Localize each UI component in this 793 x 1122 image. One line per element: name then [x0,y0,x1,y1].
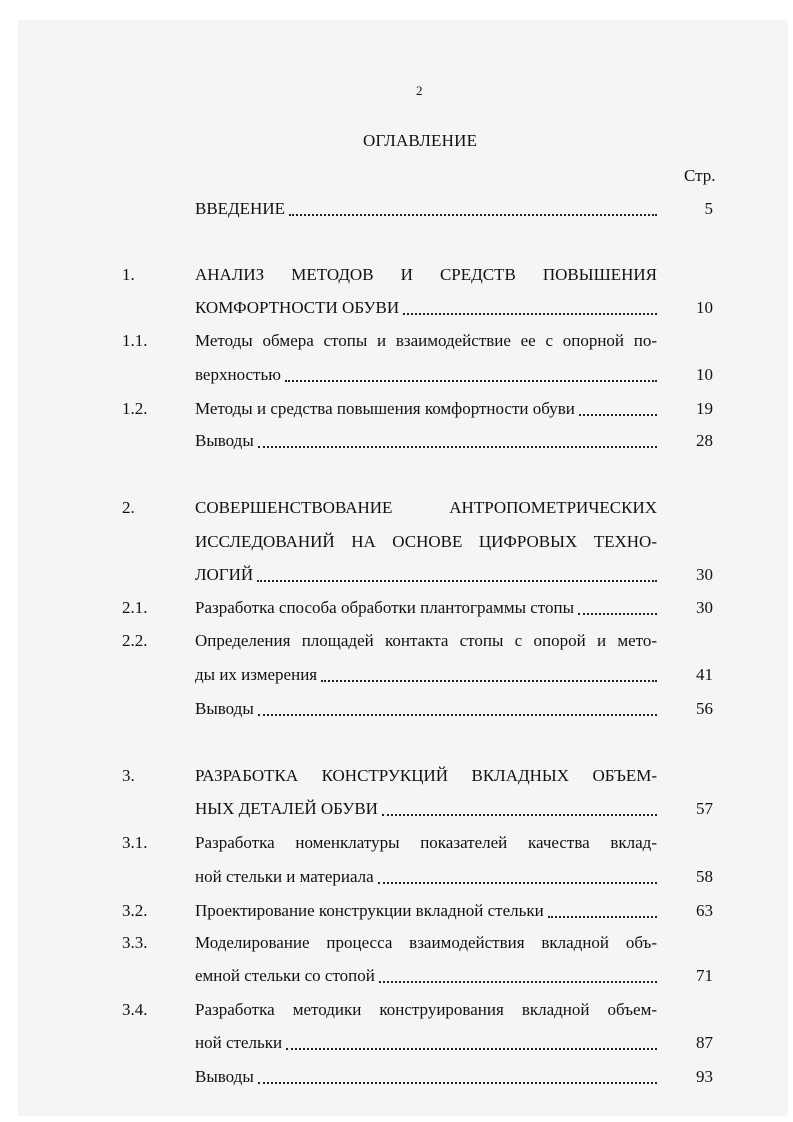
toc-entry-title: НЫХ ДЕТАЛЕЙ ОБУВИ [195,799,378,818]
dot-leader [378,879,657,884]
toc-entry-title: Разработка номенклатуры показателей качества вклад- [195,833,657,852]
toc-entry-title: СОВЕРШЕНСТВОВАНИЕ АНТРОПОМЕТРИЧЕСКИХ [195,498,657,517]
toc-entry-title: ИССЛЕДОВАНИЙ НА ОСНОВЕ ЦИФРОВЫХ ТЕХНО- [195,532,657,551]
toc-section-number: 2. [122,498,135,517]
toc-section-number: 1. [122,265,135,284]
toc-entry-3-1 [195,866,657,888]
toc-entry-intro [195,198,657,220]
dot-leader [286,1045,657,1050]
toc-entry-title: Выводы [195,699,254,718]
toc-entry-title: Разработка способа обработки плантограммы стопы [195,598,575,617]
toc-section-number: 3. [122,766,135,785]
toc-entry-title: Моделирование процесса взаимодействия вкладной объ- [195,933,657,952]
dot-leader [379,978,657,983]
toc-page-number: 30 [696,598,713,617]
toc-entry-title: Разработка методики конструирования вкладной объем- [195,1000,657,1019]
toc-entry-title: Определения площадей контакта стопы с опорой и мето- [195,631,657,650]
dot-leader [257,577,657,582]
page-number: 2 [416,83,423,98]
toc-page-number: 87 [696,1033,713,1052]
dot-leader [258,711,657,716]
toc-page-number: 56 [696,699,713,718]
toc-entry-2-2 [195,664,657,686]
toc-section-number: 3.1. [122,833,148,852]
toc-entry-3 [195,798,657,820]
dot-leader [289,211,657,216]
toc-page-number: 30 [696,565,713,584]
toc-section-number: 3.4. [122,1000,148,1019]
toc-entry-3-3 [195,965,657,987]
toc-section-number: 2.2. [122,631,148,650]
toc-section-number: 1.2. [122,399,148,418]
page-column-label: Стр. [684,166,716,185]
toc-entry-title: Методы обмера стопы и взаимодействие ее с опорной по- [195,331,657,350]
toc-page-number: 93 [696,1067,713,1086]
toc-entry-2-1 [195,597,657,619]
toc-entry-title: ной стельки и материала [195,867,374,886]
toc-page-number: 71 [696,966,713,985]
toc-section-number: 1.1. [122,331,148,350]
dot-leader [321,677,657,682]
toc-entry-title: АНАЛИЗ МЕТОДОВ И СРЕДСТВ ПОВЫШЕНИЯ [195,265,657,284]
toc-page-number: 19 [696,399,713,418]
toc-entry-1-2 [195,398,657,420]
toc-entry-title: ЛОГИЙ [195,565,254,584]
toc-entry-3-2 [195,900,657,922]
toc-entry-conclusions-3 [195,1066,657,1088]
dot-leader [403,310,657,315]
toc-entry-title: ВВЕДЕНИЕ [195,199,285,218]
toc-entry-conclusions-2 [195,698,657,720]
toc-page-number: 63 [696,901,713,920]
toc-entry-title: КОМФОРТНОСТИ ОБУВИ [195,298,400,317]
toc-entry-2 [195,564,657,586]
toc-entry-3-4 [195,1032,657,1054]
toc-entry-title: Выводы [195,431,254,450]
toc-entry-title: ной стельки [195,1033,283,1052]
toc-page-number: 41 [696,665,713,684]
toc-entry-title: Методы и средства повышения комфортности обуви [195,399,575,418]
page-title: ОГЛАВЛЕНИЕ [363,131,478,150]
dot-leader [579,411,657,416]
toc-page-number: 5 [704,199,713,218]
toc-page-number: 57 [696,799,713,818]
toc-entry-title: Выводы [195,1067,254,1086]
toc-entry-title: РАЗРАБОТКА КОНСТРУКЦИЙ ВКЛАДНЫХ ОБЪЕМ- [195,766,657,785]
dot-leader [578,610,657,615]
toc-entry-title: верхностью [195,365,281,384]
toc-entry-title: Проектирование конструкции вкладной стельки [195,901,544,920]
toc-page-number: 28 [696,431,713,450]
toc-section-number: 3.3. [122,933,148,952]
toc-page-number: 58 [696,867,713,886]
toc-entry-1-1 [195,364,657,386]
dot-leader [285,377,657,382]
toc-section-number: 3.2. [122,901,148,920]
toc-entry-1 [195,297,657,319]
dot-leader [258,443,657,448]
dot-leader [548,913,657,918]
toc-entry-conclusions-1 [195,430,657,452]
dot-leader [258,1079,657,1084]
toc-section-number: 2.1. [122,598,148,617]
dot-leader [382,811,657,816]
toc-entry-title: ды их измерения [195,665,318,684]
toc-page-number: 10 [696,365,713,384]
toc-page-number: 10 [696,298,713,317]
toc-entry-title: емной стельки со стопой [195,966,375,985]
